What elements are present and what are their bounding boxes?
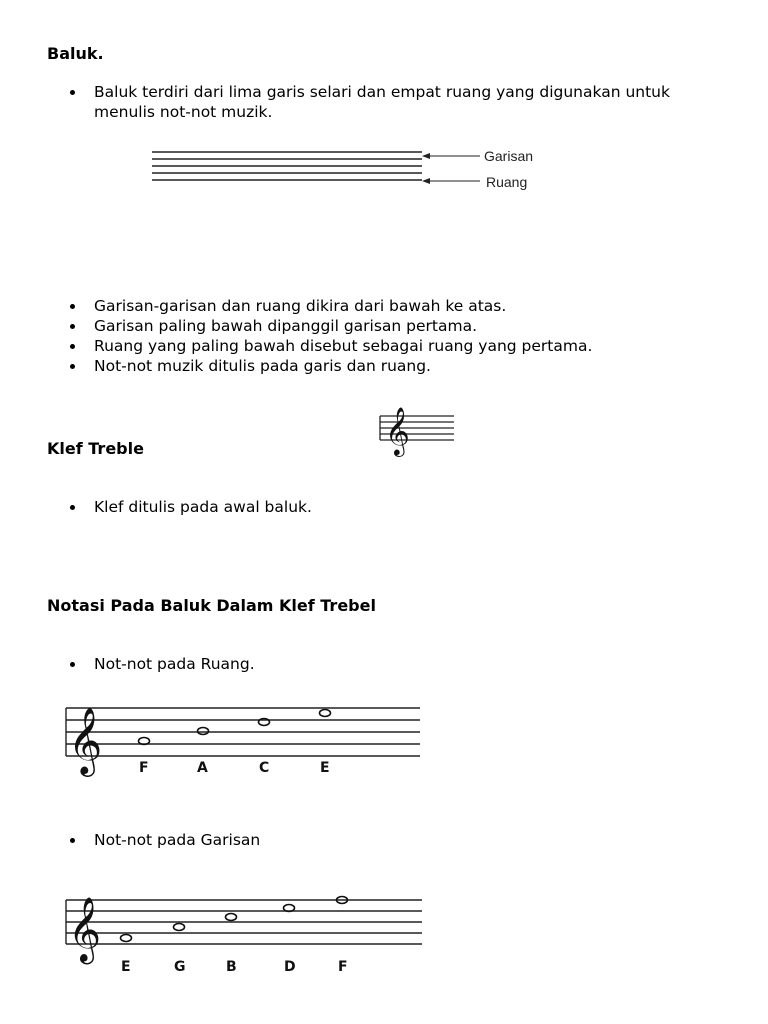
note-label: F bbox=[139, 760, 149, 776]
note-g bbox=[174, 924, 185, 931]
lines-notes-staff bbox=[60, 880, 430, 980]
baluk-heading: Baluk. bbox=[47, 44, 104, 63]
label-garisan: Garisan bbox=[484, 148, 534, 164]
notasi-heading: Notasi Pada Baluk Dalam Klef Trebel bbox=[47, 596, 376, 615]
note-label: B bbox=[226, 959, 237, 975]
treble-clef-icon: 𝄞 bbox=[68, 706, 103, 774]
list-item: Baluk terdiri dari lima garis selari dan empat ruang yang digunakan untuk menulis not-not muzik. bbox=[0, 82, 714, 122]
label-ruang: Ruang bbox=[486, 174, 528, 190]
note-label: A bbox=[197, 760, 208, 776]
staff-lines-figure bbox=[150, 140, 534, 204]
note-e bbox=[121, 935, 132, 942]
treble-clef-staff-figure bbox=[378, 400, 458, 460]
list-item: Garisan paling bawah dipanggil garisan pertama. bbox=[0, 316, 714, 336]
klef-bullet-list bbox=[0, 497, 714, 517]
list-item: Not-not pada Ruang. bbox=[0, 654, 714, 674]
notasi-lines-bullet bbox=[0, 830, 714, 850]
note-label: F bbox=[338, 959, 348, 975]
list-item: Ruang yang paling bawah disebut sebagai ruang yang pertama. bbox=[0, 336, 714, 356]
note-label: E bbox=[121, 959, 131, 975]
klef-heading: Klef Treble bbox=[47, 439, 144, 458]
list-item: Garisan-garisan dan ruang dikira dari bawah ke atas. bbox=[0, 296, 714, 316]
note-a bbox=[198, 728, 209, 735]
notasi-spaces-bullet bbox=[0, 654, 714, 674]
treble-clef-icon: 𝄞 bbox=[385, 406, 410, 455]
note-e bbox=[320, 710, 331, 717]
list-item: Klef ditulis pada awal baluk. bbox=[0, 497, 714, 517]
treble-clef-icon: 𝄞 bbox=[68, 897, 102, 962]
baluk-rules-list bbox=[0, 296, 714, 376]
baluk-bullet-list bbox=[0, 82, 714, 122]
note-label: C bbox=[259, 760, 270, 776]
note-b bbox=[226, 914, 237, 921]
note-label: E bbox=[320, 760, 330, 776]
note-label: D bbox=[284, 959, 296, 975]
note-label: G bbox=[174, 959, 186, 975]
list-item: Not-not pada Garisan bbox=[0, 830, 714, 850]
spaces-notes-staff bbox=[60, 690, 430, 780]
list-item: Not-not muzik ditulis pada garis dan ruang. bbox=[0, 356, 714, 376]
